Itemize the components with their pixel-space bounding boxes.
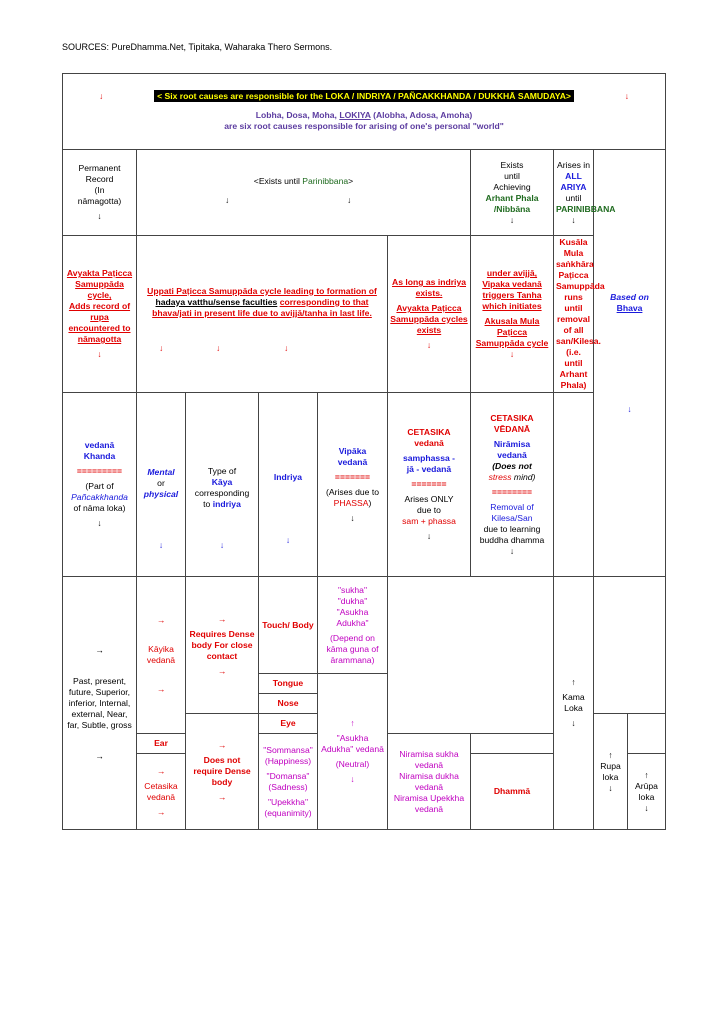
- arrow-right-icon: →: [95, 750, 104, 761]
- arrow-down-icon: ↓: [159, 342, 164, 353]
- requires-dense-cell: [186, 577, 259, 714]
- until-text: until: [504, 170, 520, 181]
- requires-text: Requires Dense body For close contact: [189, 628, 255, 661]
- until-achieving-cell: [471, 150, 554, 236]
- adds-record-text: Adds record of rupa encountered to nāmagotta: [68, 301, 131, 344]
- asukha-text: "Asukha Adukha": [336, 606, 369, 628]
- exists-text: Exists: [500, 159, 524, 170]
- arrow-right-icon: →: [156, 684, 166, 694]
- kaya-text: Kāya: [211, 477, 233, 487]
- parinibbana-text: Parinibbana: [302, 176, 349, 186]
- equanimity-text: (equanimity): [264, 807, 312, 818]
- arrow-down-icon: ↓: [225, 195, 230, 205]
- arrow-down-icon: ↓: [347, 195, 352, 205]
- arrow-down-icon: ↓: [426, 340, 432, 350]
- in-text: (In: [94, 185, 105, 195]
- avyakta2-text: Avyakta Paṭicca Samuppāda cycles exists: [390, 303, 468, 335]
- neutral-text: (Neutral): [335, 759, 370, 769]
- phassa-text: PHASSA: [333, 497, 369, 508]
- parinibbana-caps-text: PARINIBBANA: [556, 203, 616, 214]
- uppati-cell: [137, 236, 388, 393]
- exists-until-cell: [137, 150, 471, 236]
- namagotta-text: nāmagotta): [77, 196, 122, 206]
- dhamma-cell: Dhammā: [471, 754, 554, 830]
- cetasika-row-text: Cetasika vedanā: [144, 780, 178, 802]
- permanent-record-cell: [63, 150, 137, 236]
- arrow-up-icon: ↑: [571, 677, 576, 687]
- uppati-text-b: corresponding to that bhava/jati in present life due to avijjā/tanha in last life.: [152, 296, 372, 318]
- root-causes-line1: Lobha, Dosa, Moha,: [255, 110, 337, 120]
- vipaka-vedana-text: vedanā: [337, 456, 368, 467]
- arhant-phala-text: (i.e. until Arhant Phala): [559, 347, 588, 390]
- separator: =========: [76, 466, 123, 476]
- cetasika-vedana-row-cell: [137, 754, 186, 830]
- corresponding-text: corresponding: [194, 488, 250, 498]
- sources-line: SOURCES: PureDhamma.Net, Tipitaka, Waharaka Thero Sermons.: [62, 42, 333, 52]
- bhava-text: Bhava: [616, 302, 643, 313]
- arrow-right-icon: →: [217, 740, 227, 750]
- sommansa-text: "Sommansa": [263, 744, 313, 755]
- exists-close: >: [348, 176, 354, 186]
- kama-loka-text: Kama Loka: [562, 692, 585, 713]
- arrow-down-icon: ↓: [426, 531, 432, 541]
- samphassa-text: samphassa -: [402, 453, 456, 463]
- vipaka-text: Vipāka: [338, 445, 367, 456]
- empty-cell-a: [388, 577, 554, 734]
- vipaka-cell: [318, 393, 388, 577]
- vedana-caps-text: VĒDANĀ: [493, 423, 531, 434]
- ear-cell: Ear: [137, 734, 186, 754]
- arrow-right-icon: →: [217, 613, 227, 624]
- arrow-down-icon: ↓: [97, 349, 102, 359]
- rupa-loka-cell: [594, 714, 628, 830]
- hadaya-text: hadaya vatthu/sense faculties: [155, 296, 278, 307]
- arrow-down-icon: ↓: [99, 91, 104, 101]
- separator: =======: [411, 479, 447, 489]
- arrow-down-icon: ↓: [509, 349, 515, 359]
- asukha-neutral-cell: [318, 674, 388, 830]
- indriya-lower-text: indriya: [212, 499, 241, 509]
- exists-until-text: <Exists until: [253, 176, 300, 186]
- niramisa-sukha-text: Niramisa sukha vedanā: [399, 748, 459, 770]
- arrow-down-icon: ↓: [158, 539, 164, 550]
- empty-cell-b: [594, 577, 666, 714]
- arrow-down-icon: ↓: [97, 518, 102, 528]
- does-not-require-text: Does not require Dense body: [193, 755, 251, 787]
- niramisa-dukha-text: Niramisa dukha vedanā: [399, 770, 459, 792]
- record-text: Record: [85, 174, 114, 184]
- arrow-down-icon: ↓: [284, 342, 289, 353]
- ja-vedana-text: jā - vedanā: [406, 464, 452, 474]
- cetasika-text: CETASIKA: [407, 427, 451, 437]
- arrow-down-icon: ↓: [571, 214, 576, 225]
- part-of-text: (Part of: [85, 481, 114, 491]
- of-nama-text: of nāma loka): [73, 503, 126, 513]
- arrow-down-icon: ↓: [219, 540, 225, 550]
- arrow-right-icon: →: [95, 644, 104, 655]
- cetasika-vedana-cell: [388, 393, 471, 577]
- arises-in-text: Arises in: [557, 159, 590, 170]
- kusala-cell: [554, 236, 605, 393]
- empty-cell-c: [628, 714, 666, 754]
- asukha2-text: "Asukha Adukha" vedanā: [321, 733, 384, 754]
- niramisa-list-cell: [388, 734, 471, 830]
- upekkha-text: "Upekkha": [267, 796, 309, 807]
- nose-cell: Nose: [259, 694, 318, 714]
- as-long-text: As long as indriya exists.: [391, 277, 467, 298]
- akusala-text: Akusala Mula Paṭicca Samuppāda cycle: [475, 316, 549, 348]
- type-of-kaya-cell: [186, 393, 259, 577]
- arrow-right-icon: →: [217, 665, 227, 676]
- does-not-text: (Does not: [492, 460, 532, 471]
- or-text: or: [157, 477, 165, 488]
- arises-due-text: (Arises due to: [325, 486, 380, 497]
- arises-only-text: Arises ONLY: [404, 494, 454, 504]
- as-long-cell: [388, 236, 471, 393]
- sadness-text: (Sadness): [268, 781, 308, 792]
- separator: =======: [334, 471, 371, 482]
- arhant-phala-text: Arhant Phala: [485, 192, 539, 203]
- arrow-down-icon: ↓: [509, 545, 515, 556]
- arrow-right-icon: →: [217, 792, 227, 802]
- arrow-down-icon: ↓: [644, 802, 649, 813]
- mental-text: Mental: [147, 466, 175, 477]
- arrow-down-icon: ↓: [97, 211, 102, 221]
- permanent-text: Permanent: [78, 163, 121, 173]
- arrow-right-icon: →: [156, 806, 166, 817]
- based-on-text: Based on: [610, 291, 649, 302]
- uppati-text: Uppati Paṭicca Samuppāda cycle leading to formation of: [147, 285, 377, 296]
- sukha-dukha-cell: [318, 577, 388, 674]
- arrow-down-icon: ↓: [350, 774, 355, 784]
- until-text: until: [565, 192, 582, 203]
- achieving-text: Achieving: [493, 181, 531, 192]
- domansa-text: "Domansa": [266, 770, 310, 781]
- banner-title: < Six root causes are responsible for the LOKA / INDRIYA / PAÑCAKKHANDA / DUKKHĀ SAMUDAYA>: [154, 90, 574, 102]
- past-present-text: Past, present, future, Superior, inferior, Internal, external, Near, far, Subtle, gross: [67, 675, 132, 730]
- kusala-text: Kusāla Mula saṅkhāra Paṭicca Samuppāda runs until removal of all san/Kilesa.: [556, 237, 605, 346]
- cetasika-text: CETASIKA: [490, 412, 534, 423]
- avyakta-cell: [63, 236, 137, 393]
- avyakta-text: Avyakta Paṭicca Samuppāda cycle,: [66, 268, 133, 300]
- due-to-text: due to: [417, 505, 441, 515]
- root-causes-line1b: (Alobha, Adosa, Amoha): [373, 110, 473, 120]
- happiness-text: (Happiness): [264, 755, 312, 766]
- vedana-text: vedanā: [84, 440, 115, 450]
- phassa-close: ): [368, 497, 372, 508]
- arupa-loka-cell: [628, 754, 666, 830]
- nibbana-text: /Nibbāna: [493, 203, 531, 214]
- lokiya-text: LOKIYA: [339, 110, 371, 120]
- due-learning-text: due to learning buddha dhamma: [479, 523, 545, 545]
- dukha-text: "dukha": [337, 595, 368, 606]
- niramisa-vedana-text: vedanā: [497, 449, 527, 460]
- rupa-loka-text: Rupa loka: [600, 760, 621, 782]
- sommansa-cell: [259, 734, 318, 830]
- arrow-down-icon: ↓: [608, 782, 613, 793]
- past-present-cell: [63, 577, 137, 830]
- kayika-cell: [137, 577, 186, 734]
- type-of-text: Type of: [207, 466, 237, 476]
- arrow-down-icon: ↓: [350, 512, 355, 523]
- arrow-up-icon: ↑: [350, 718, 355, 728]
- niramisa-vedana-cell: [471, 393, 554, 577]
- header-cell: [63, 74, 666, 150]
- separator: ========: [491, 486, 533, 497]
- depend-text: (Depend on kāma guna of ārammana): [326, 632, 379, 665]
- arrow-up-icon: ↑: [644, 769, 649, 780]
- mental-physical-cell: [137, 393, 186, 577]
- kilesa-text: Kilesa/San: [491, 512, 533, 523]
- root-causes-table: [62, 73, 666, 830]
- arrow-right-icon: →: [156, 765, 166, 776]
- arrow-down-icon: ↓: [509, 214, 515, 225]
- vedana-khanda-cell: [63, 393, 137, 577]
- cetasika-vedana-text: vedanā: [414, 438, 444, 448]
- does-not-require-cell: [186, 714, 259, 830]
- sukha-text: "sukha": [337, 584, 368, 595]
- arrow-down-icon: ↓: [624, 91, 630, 101]
- kayika-text: Kāyika vedanā: [146, 644, 176, 665]
- niramisa-text: Nirāmisa: [493, 438, 531, 449]
- mind-text: mind): [513, 471, 536, 482]
- khanda-text: Khanda: [83, 451, 116, 461]
- removal-text: Removal of: [490, 501, 534, 512]
- under-avijja-cell: [471, 236, 554, 393]
- arrow-down-icon: ↓: [627, 403, 632, 414]
- root-causes-line2: are six root causes responsible for arising of one's personal "world": [224, 121, 504, 131]
- pancakkhanda-text: Pañcakkhanda: [71, 492, 128, 502]
- eye-cell: Eye: [259, 714, 318, 734]
- niramisa-upekkha-text: Niramisa Upekkha vedanā: [393, 792, 465, 814]
- under-avijja-text: under avijjā, Vipaka vedanā triggers Tanha which initiates: [482, 268, 542, 311]
- indriya-cell: [259, 393, 318, 577]
- arrow-up-icon: ↑: [608, 749, 613, 760]
- arupa-loka-text: Arūpa loka: [635, 780, 658, 802]
- kama-loka-cell: [554, 577, 594, 830]
- indriya-text: Indriya: [273, 471, 303, 482]
- arrow-down-icon: ↓: [216, 342, 221, 353]
- sam-phassa-text: sam + phassa: [402, 516, 456, 526]
- tongue-cell: Tongue: [259, 674, 318, 694]
- to-text: to: [203, 499, 211, 509]
- arises-in-cell: [554, 150, 616, 236]
- arrow-right-icon: →: [156, 615, 166, 625]
- arrow-down-icon: ↓: [571, 718, 576, 728]
- all-ariya-text: ALL ARIYA: [560, 170, 587, 192]
- stress-text: stress: [488, 471, 512, 482]
- touch-body-cell: Touch/ Body: [259, 577, 318, 674]
- arrow-down-icon: ↓: [285, 534, 291, 545]
- physical-text: physical: [143, 488, 179, 499]
